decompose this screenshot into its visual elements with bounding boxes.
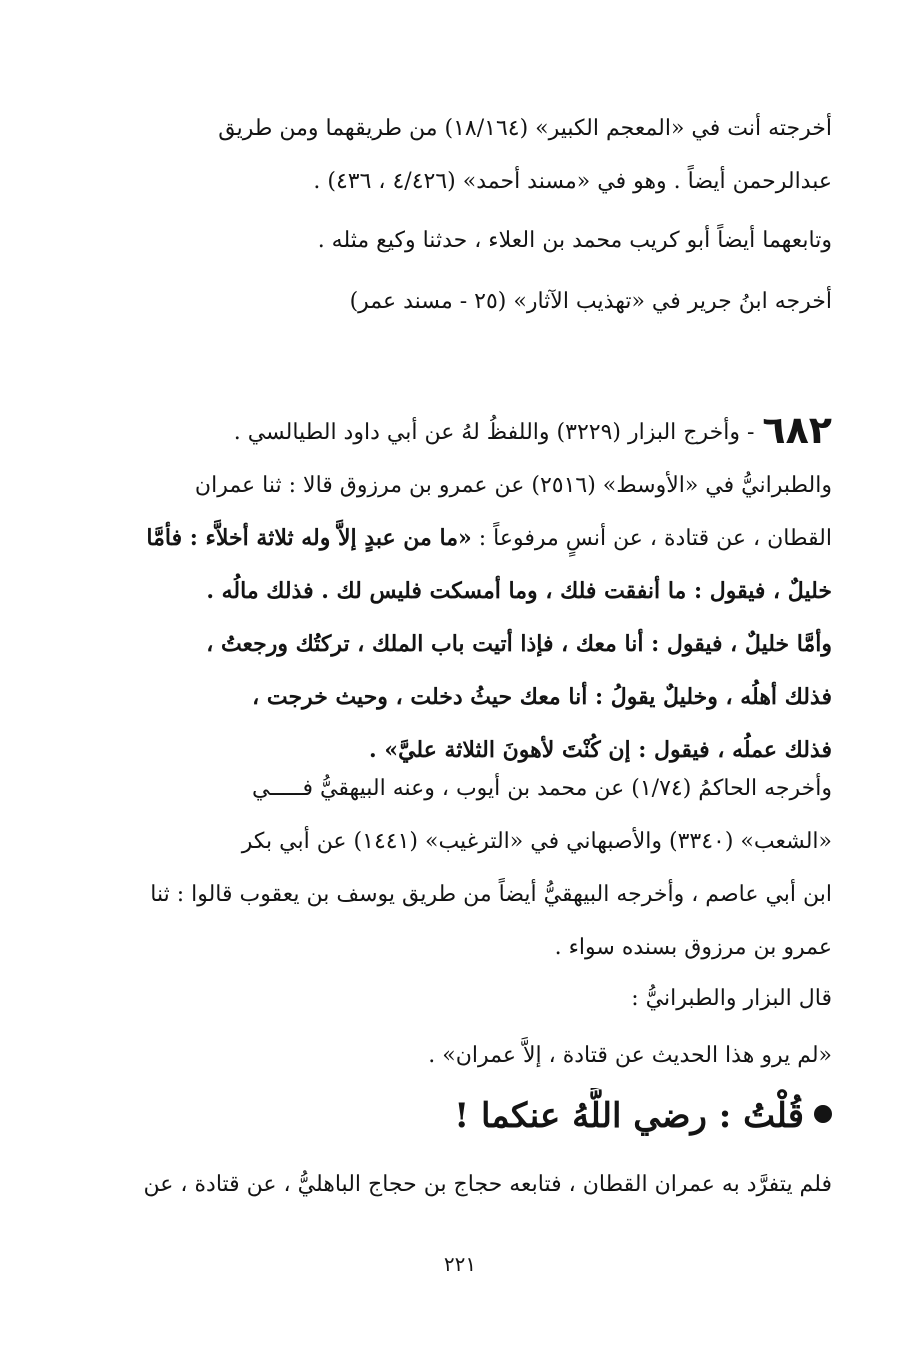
heading-line: [117, 1088, 832, 1144]
hadith-line-3: [117, 512, 832, 565]
section-heading: [117, 1088, 832, 1144]
hadith-intro-text: - وأخرج البزار (٣٢٢٩) واللفظُ لهُ عن أبي داود الطيالسي .: [233, 420, 755, 445]
final-paragraph: [117, 1158, 832, 1211]
hadith-first-line: [117, 404, 832, 459]
matn-line: فذلك عملُه ، فيقول : إن كُنْتَ لأهونَ الثلاثة عليَّ» .: [369, 737, 832, 763]
text-line: أخرجته أنت في «المعجم الكبير» (١٨/١٦٤) من طريقهما ومن طريق: [218, 116, 832, 141]
bullet-icon: [814, 1105, 832, 1123]
matn-line: خليلٌ ، فيقول : ما أنفقت فلك ، وما أمسكت فليس لك . فذلك مالُه .: [206, 578, 832, 604]
hadith-paragraph: [117, 404, 832, 777]
text-line: «لم يرو هذا الحديث عن قتادة ، إلاَّ عمران» .: [428, 1043, 832, 1068]
text-line: وتابعهما أيضاً أبو كريب محمد بن العلاء ، حدثنا وكيع مثله .: [317, 228, 832, 253]
text-line: قال البزار والطبرانيُّ :: [631, 986, 832, 1011]
matn-line: وأمَّا خليلٌ ، فيقول : أنا معك ، فإذا أتيت باب الملك ، تركتُك ورجعتُ ،: [206, 631, 832, 657]
takhrij-paragraph: [117, 762, 832, 974]
isnad-text: القطان ، عن قتادة ، عن أنسٍ مرفوعاً :: [478, 526, 832, 551]
matn-text: «ما من عبدٍ إلاَّ وله ثلاثة أخلاَّء : فأمَّا: [146, 525, 472, 551]
text-line: ابن أبي عاصم ، وأخرجه البيهقيُّ أيضاً من طريق يوسف بن يعقوب قالوا : ثنا: [150, 882, 832, 907]
intro-paragraph: [117, 102, 832, 328]
matn-line: فذلك أهلُه ، وخليلٌ يقولُ : أنا معك حيثُ دخلت ، وحيث خرجت ،: [252, 684, 832, 710]
text-line: فلم يتفرَّد به عمران القطان ، فتابعه حجاج بن حجاج الباهليُّ ، عن قتادة ، عن: [143, 1172, 832, 1197]
text-line: والطبرانيُّ في «الأوسط» (٢٥١٦) عن عمرو بن مرزوق قالا : ثنا عمران: [194, 473, 832, 498]
quote-paragraph: [117, 972, 832, 1082]
heading-text: قُلْتُ : رضي اللَّهُ عنكما !: [454, 1096, 804, 1136]
text-line: أخرجه ابنُ جرير في «تهذيب الآثار» (٢٥ - مسند عمر): [349, 289, 832, 314]
text-line: عبدالرحمن أيضاً . وهو في «مسند أحمد» (٤/٤٢٦ ، ٤٣٦) .: [313, 169, 832, 194]
page-number: ٢٢١: [443, 1252, 477, 1276]
hadith-number: ٦٨٢: [762, 408, 832, 452]
text-line: عمرو بن مرزوق بسنده سواء .: [554, 935, 832, 960]
text-line: «الشعب» (٣٣٤٠) والأصبهاني في «الترغيب» (١٤٤١) عن أبي بكر: [241, 829, 832, 854]
text-line: وأخرجه الحاكمُ (١/٧٤) عن محمد بن أيوب ، وعنه البيهقيُّ فـــــي: [251, 776, 832, 801]
